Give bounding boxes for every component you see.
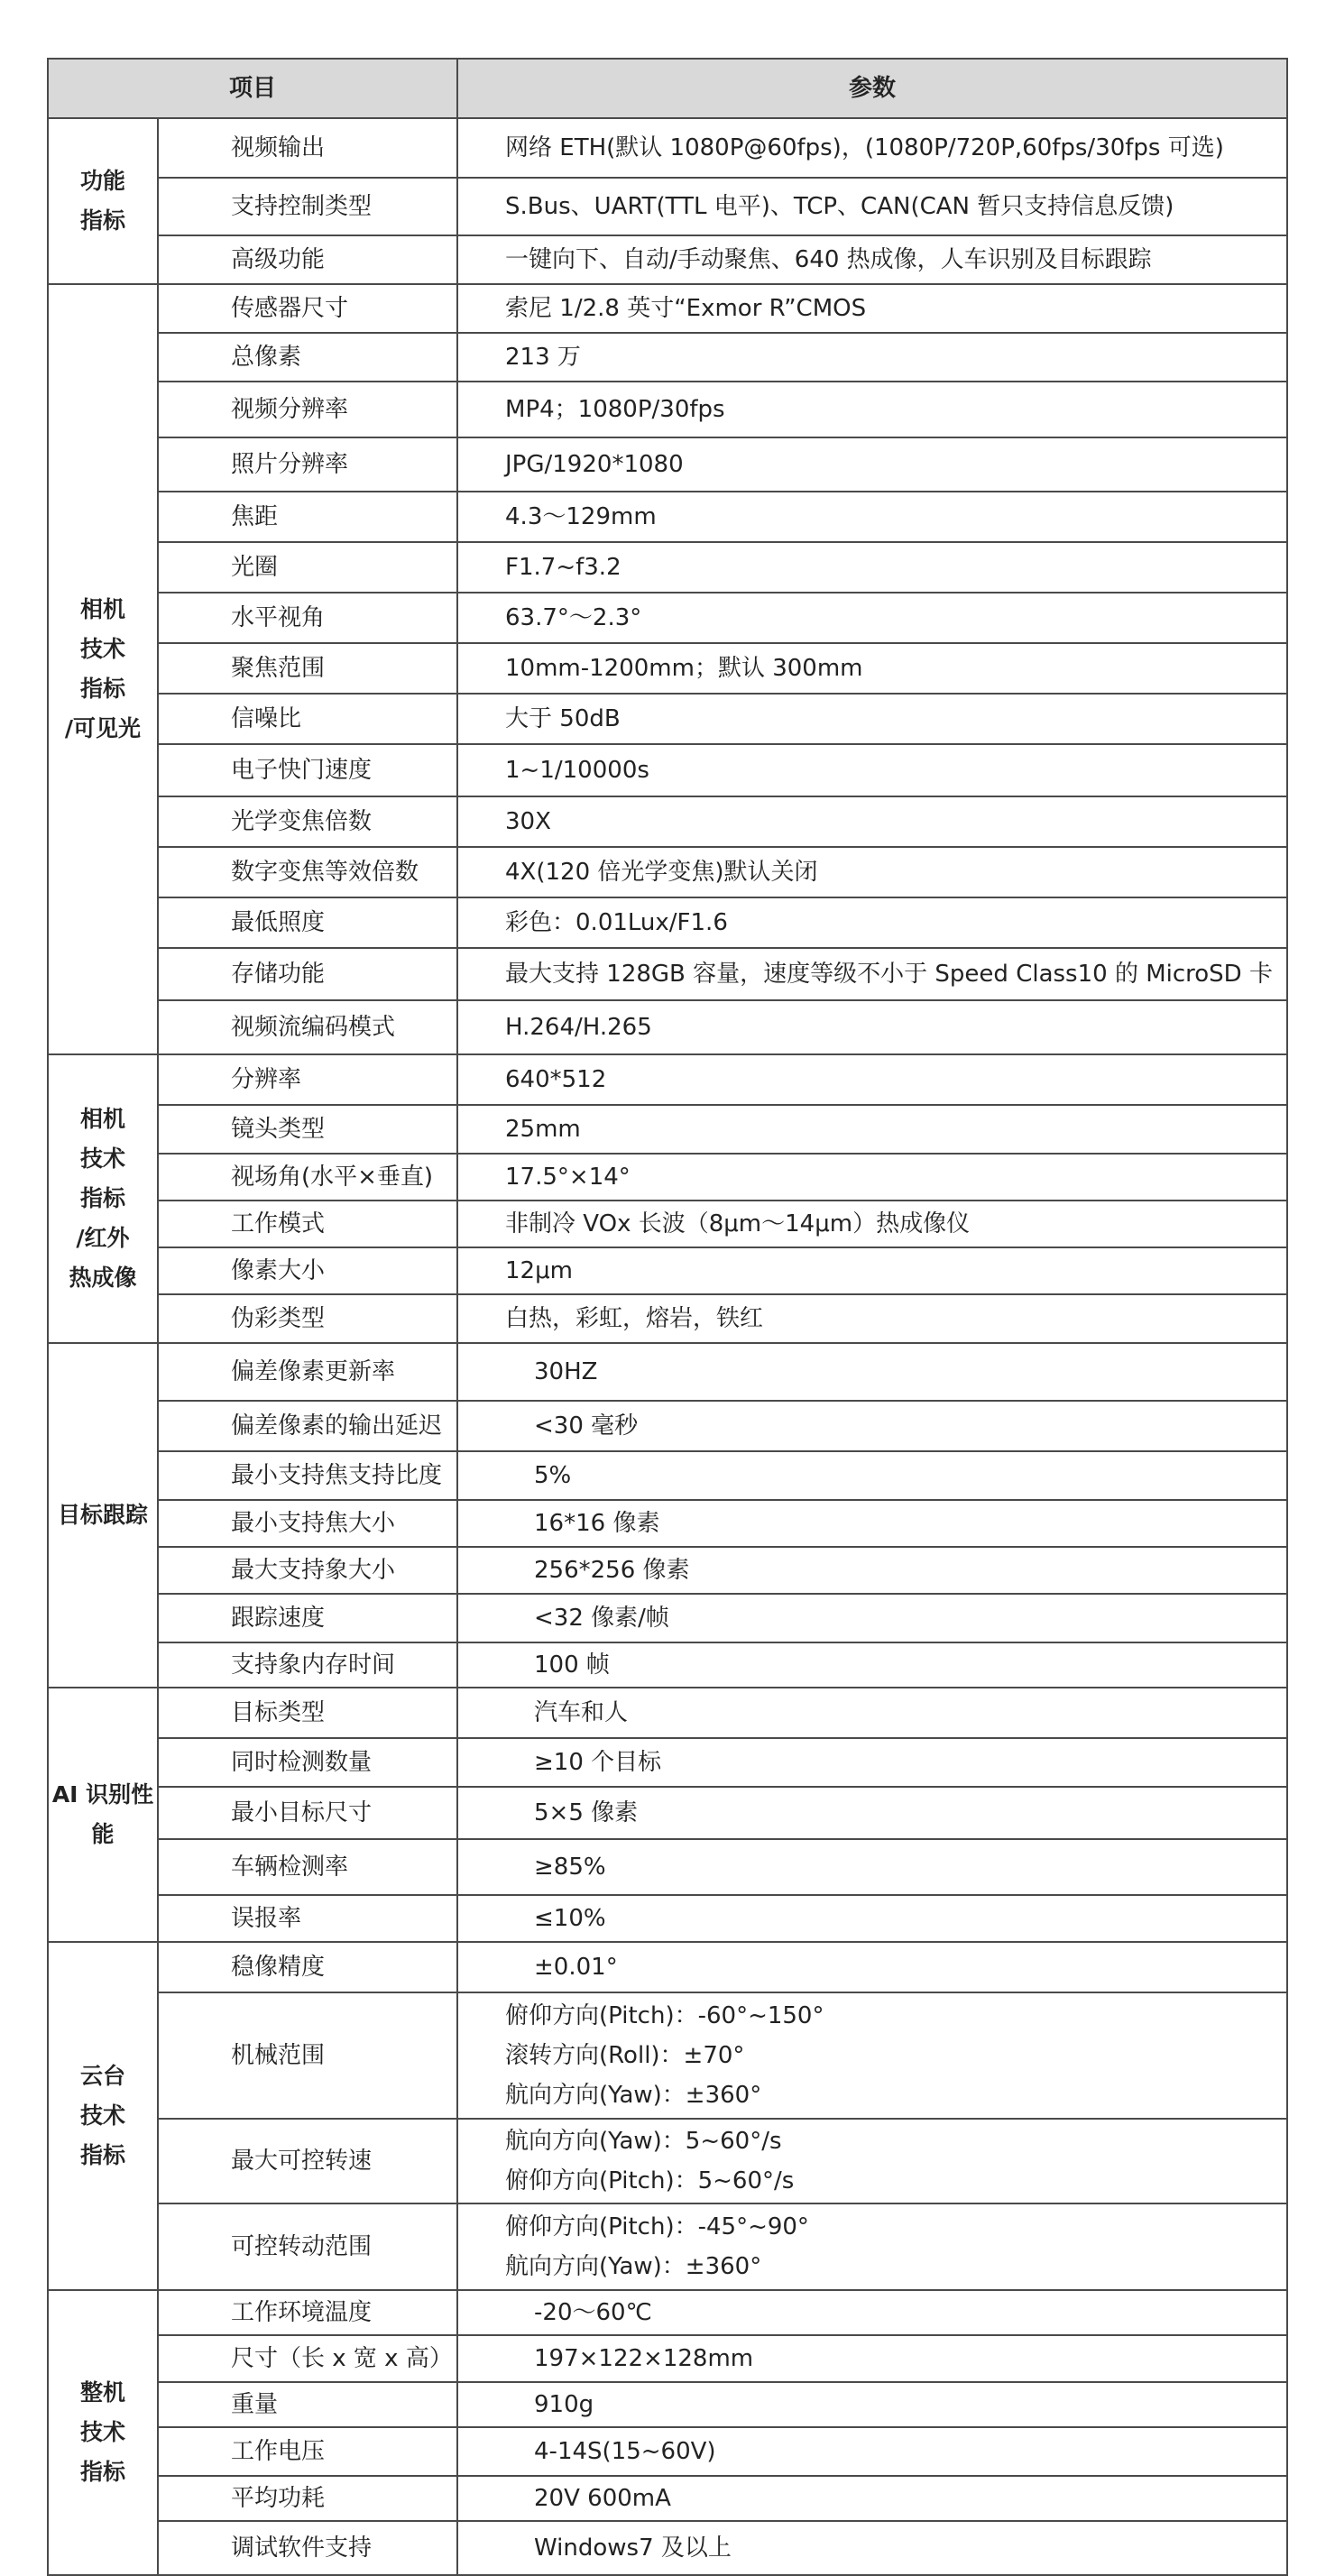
value-cell	[457, 1594, 1287, 1642]
value-cell	[457, 1547, 1287, 1594]
value-line: 俯仰方向(Pitch)：5~60°/s	[505, 2167, 795, 2194]
header-param: 参数	[457, 59, 1287, 118]
category-cell	[48, 284, 158, 1054]
table-row	[48, 492, 1287, 542]
table-row	[48, 1787, 1287, 1839]
item-cell: 平均功耗	[158, 2476, 457, 2521]
value-cell	[457, 1500, 1287, 1547]
value-cell	[457, 643, 1287, 694]
table-row	[48, 1451, 1287, 1500]
value-cell	[457, 542, 1287, 593]
value-cell	[457, 2476, 1287, 2521]
item-cell: 支持控制类型	[158, 178, 457, 235]
category-cell	[48, 1688, 158, 1942]
category-line: /可见光	[64, 715, 142, 741]
category-line: 技术	[79, 2102, 125, 2129]
table-row	[48, 744, 1287, 796]
value-line: JPG/1920*1080	[505, 451, 684, 478]
item-cell: 存储功能	[158, 948, 457, 1000]
item-cell: 稳像精度	[158, 1942, 457, 1992]
value-line: ±0.01°	[534, 1954, 618, 1981]
value-line: <32 像素/帧	[534, 1605, 669, 1632]
table-row	[48, 1688, 1287, 1738]
value-line: H.264/H.265	[505, 1014, 652, 1041]
item-cell: 照片分辨率	[158, 437, 457, 492]
value-line: Windows7 及以上	[534, 2535, 732, 2562]
value-cell	[457, 235, 1287, 284]
value-cell	[457, 847, 1287, 897]
table-row	[48, 796, 1287, 847]
value-line: <30 毫秒	[534, 1412, 639, 1440]
category-line: 技术	[79, 1145, 125, 1172]
category-line: 云台	[79, 2063, 125, 2089]
table-row	[48, 1738, 1287, 1787]
item-cell: 偏差像素的输出延迟	[158, 1401, 457, 1451]
table-row	[48, 2521, 1287, 2575]
value-cell	[457, 2290, 1287, 2335]
spec-body	[48, 118, 1287, 2575]
value-line: MP4；1080P/30fps	[505, 396, 725, 423]
item-cell: 最低照度	[158, 897, 457, 948]
table-row	[48, 897, 1287, 948]
value-line: S.Bus、UART(TTL 电平)、TCP、CAN(CAN 暂只支持信息反馈)	[505, 193, 1174, 220]
value-line: 30HZ	[534, 1358, 598, 1385]
value-cell	[457, 178, 1287, 235]
item-cell: 信噪比	[158, 694, 457, 744]
item-cell: 目标类型	[158, 1688, 457, 1738]
value-line: F1.7~f3.2	[505, 554, 621, 581]
table-row	[48, 382, 1287, 437]
category-line: 指标	[79, 207, 125, 234]
table-row	[48, 1992, 1287, 2119]
value-line: 197×122×128mm	[534, 2345, 754, 2372]
table-row	[48, 1839, 1287, 1895]
value-line: 100 帧	[534, 1651, 610, 1679]
category-line: 相机	[79, 596, 125, 622]
category-line: 热成像	[69, 1265, 137, 1291]
table-row	[48, 118, 1287, 178]
category-line: 技术	[79, 636, 125, 662]
value-cell	[457, 333, 1287, 382]
item-cell: 光圈	[158, 542, 457, 593]
table-row	[48, 2203, 1287, 2290]
table-row	[48, 1942, 1287, 1992]
value-line: 网络 ETH(默认 1080P@60fps)，(1080P/720P,60fps/30fps 可选)	[505, 134, 1224, 161]
item-cell: 分辨率	[158, 1054, 457, 1105]
value-cell	[457, 1000, 1287, 1054]
item-cell: 最小支持焦支持比度	[158, 1451, 457, 1500]
item-cell: 调试软件支持	[158, 2521, 457, 2575]
item-cell: 工作电压	[158, 2427, 457, 2476]
table-row	[48, 542, 1287, 593]
table-row	[48, 2382, 1287, 2427]
table-row	[48, 1000, 1287, 1054]
category-line: 技术	[79, 2419, 125, 2445]
value-line: 俯仰方向(Pitch)：-60°~150°	[505, 2002, 824, 2029]
table-row	[48, 1642, 1287, 1688]
table-row	[48, 2290, 1287, 2335]
value-cell	[457, 284, 1287, 333]
category-line: 整机	[79, 2379, 125, 2406]
value-line: 910g	[534, 2391, 594, 2418]
item-cell: 焦距	[158, 492, 457, 542]
value-cell	[457, 382, 1287, 437]
value-cell	[457, 948, 1287, 1000]
header-row	[48, 59, 1287, 118]
value-cell	[457, 1201, 1287, 1247]
spec-table	[47, 58, 1288, 2576]
item-cell: 总像素	[158, 333, 457, 382]
value-line: 20V 600mA	[534, 2485, 671, 2512]
table-row	[48, 1500, 1287, 1547]
value-cell	[457, 1642, 1287, 1688]
value-cell	[457, 1839, 1287, 1895]
table-row	[48, 2335, 1287, 2382]
category-line: AI 识别性	[51, 1781, 154, 1808]
value-cell	[457, 2119, 1287, 2203]
category-line: 指标	[79, 2459, 125, 2485]
category-line: 指标	[79, 676, 125, 702]
value-cell	[457, 796, 1287, 847]
table-row	[48, 1401, 1287, 1451]
value-line: ≤10%	[534, 1905, 606, 1932]
table-row	[48, 593, 1287, 643]
value-cell	[457, 2427, 1287, 2476]
value-line: 12μm	[505, 1257, 573, 1284]
item-cell: 镜头类型	[158, 1105, 457, 1154]
category-line: 指标	[79, 2142, 125, 2168]
value-line: 俯仰方向(Pitch)：-45°~90°	[505, 2213, 809, 2240]
item-cell: 传感器尺寸	[158, 284, 457, 333]
value-cell	[457, 2521, 1287, 2575]
table-row	[48, 1294, 1287, 1343]
value-cell	[457, 118, 1287, 178]
item-cell: 偏差像素更新率	[158, 1343, 457, 1401]
item-cell: 最小支持焦大小	[158, 1500, 457, 1547]
value-line: 非制冷 VOx 长波（8μm～14μm）热成像仪	[505, 1210, 971, 1237]
category-line: 指标	[79, 1185, 125, 1211]
value-cell	[457, 1787, 1287, 1839]
value-line: 213 万	[505, 344, 581, 371]
table-row	[48, 2119, 1287, 2203]
table-row	[48, 1247, 1287, 1294]
value-cell	[457, 744, 1287, 796]
table-row	[48, 1201, 1287, 1247]
item-cell: 工作模式	[158, 1201, 457, 1247]
item-cell: 车辆检测率	[158, 1839, 457, 1895]
table-row	[48, 178, 1287, 235]
value-line: 640*512	[505, 1066, 607, 1093]
value-cell	[457, 1105, 1287, 1154]
value-cell	[457, 2382, 1287, 2427]
table-row	[48, 437, 1287, 492]
item-cell: 电子快门速度	[158, 744, 457, 796]
table-row	[48, 1154, 1287, 1201]
value-line: ≥85%	[534, 1854, 606, 1881]
category-cell	[48, 1942, 158, 2290]
value-line: 4.3～129mm	[505, 503, 657, 530]
value-line: 4-14S(15~60V)	[534, 2438, 716, 2465]
category-line: 目标跟踪	[57, 1502, 148, 1528]
value-cell	[457, 1294, 1287, 1343]
value-line: 航向方向(Yaw)：5~60°/s	[505, 2128, 782, 2155]
value-cell	[457, 1738, 1287, 1787]
item-cell: 视场角(水平×垂直)	[158, 1154, 457, 1201]
item-cell: 视频分辨率	[158, 382, 457, 437]
table-row	[48, 235, 1287, 284]
value-cell	[457, 694, 1287, 744]
value-line: 25mm	[505, 1116, 581, 1143]
value-line: -20～60℃	[534, 2299, 652, 2326]
value-line: 63.7°～2.3°	[505, 604, 642, 631]
value-cell	[457, 1451, 1287, 1500]
value-line: 30X	[505, 808, 551, 835]
table-row	[48, 1105, 1287, 1154]
value-line: ≥10 个目标	[534, 1749, 662, 1776]
table-row	[48, 333, 1287, 382]
value-cell	[457, 1401, 1287, 1451]
header-item: 项目	[48, 59, 457, 118]
value-line: 最大支持 128GB 容量，速度等级不小于 Speed Class10 的 MicroSD 卡	[505, 961, 1273, 988]
item-cell: 机械范围	[158, 1992, 457, 2119]
category-cell	[48, 1343, 158, 1688]
value-cell	[457, 1247, 1287, 1294]
table-row	[48, 643, 1287, 694]
item-cell: 工作环境温度	[158, 2290, 457, 2335]
item-cell: 重量	[158, 2382, 457, 2427]
value-line: 滚转方向(Roll)：±70°	[505, 2042, 745, 2069]
value-line: 彩色：0.01Lux/F1.6	[505, 909, 728, 936]
table-row	[48, 847, 1287, 897]
value-line: 17.5°×14°	[505, 1164, 631, 1191]
value-cell	[457, 1895, 1287, 1942]
item-cell: 视频流编码模式	[158, 1000, 457, 1054]
value-line: 大于 50dB	[505, 705, 621, 732]
value-line: 1~1/10000s	[505, 757, 649, 784]
value-cell	[457, 1054, 1287, 1105]
item-cell: 跟踪速度	[158, 1594, 457, 1642]
table-row	[48, 694, 1287, 744]
item-cell: 高级功能	[158, 235, 457, 284]
value-line: 白热，彩虹，熔岩，铁红	[505, 1305, 764, 1332]
item-cell: 尺寸（长 x 宽 x 高）	[158, 2335, 457, 2382]
value-cell	[457, 897, 1287, 948]
value-cell	[457, 1154, 1287, 1201]
value-line: 汽车和人	[534, 1699, 629, 1726]
table-row	[48, 1547, 1287, 1594]
item-cell: 最大支持象大小	[158, 1547, 457, 1594]
value-line: 5×5 像素	[534, 1799, 639, 1826]
value-cell	[457, 492, 1287, 542]
value-cell	[457, 2203, 1287, 2290]
value-cell	[457, 2335, 1287, 2382]
item-cell: 聚焦范围	[158, 643, 457, 694]
value-line: 10mm-1200mm；默认 300mm	[505, 655, 863, 682]
item-cell: 最小目标尺寸	[158, 1787, 457, 1839]
category-line: 能	[91, 1821, 115, 1847]
item-cell: 伪彩类型	[158, 1294, 457, 1343]
table-row	[48, 284, 1287, 333]
table-row	[48, 1895, 1287, 1942]
table-row	[48, 1054, 1287, 1105]
item-cell: 水平视角	[158, 593, 457, 643]
value-cell	[457, 1688, 1287, 1738]
item-cell: 视频输出	[158, 118, 457, 178]
value-cell	[457, 1343, 1287, 1401]
item-cell: 支持象内存时间	[158, 1642, 457, 1688]
table-row	[48, 2427, 1287, 2476]
category-line: 功能	[79, 168, 125, 194]
table-row	[48, 2476, 1287, 2521]
value-cell	[457, 1942, 1287, 1992]
table-row	[48, 1343, 1287, 1401]
value-line: 256*256 像素	[534, 1557, 690, 1584]
value-cell	[457, 593, 1287, 643]
category-cell	[48, 118, 158, 284]
item-cell: 最大可控转速	[158, 2119, 457, 2203]
value-line: 5%	[534, 1462, 572, 1489]
value-line: 航向方向(Yaw)：±360°	[505, 2082, 762, 2109]
value-line: 索尼 1/2.8 英寸“Exmor R”CMOS	[505, 295, 867, 322]
item-cell: 光学变焦倍数	[158, 796, 457, 847]
value-line: 4X(120 倍光学变焦)默认关闭	[505, 859, 818, 886]
table-row	[48, 1594, 1287, 1642]
value-cell	[457, 1992, 1287, 2119]
category-line: 相机	[79, 1106, 125, 1132]
item-cell: 同时检测数量	[158, 1738, 457, 1787]
category-cell	[48, 2290, 158, 2575]
value-line: 16*16 像素	[534, 1510, 660, 1537]
item-cell: 数字变焦等效倍数	[158, 847, 457, 897]
item-cell: 误报率	[158, 1895, 457, 1942]
category-cell	[48, 1054, 158, 1343]
item-cell: 可控转动范围	[158, 2203, 457, 2290]
value-cell	[457, 437, 1287, 492]
item-cell: 像素大小	[158, 1247, 457, 1294]
category-line: /红外	[76, 1225, 130, 1251]
table-row	[48, 948, 1287, 1000]
value-line: 航向方向(Yaw)：±360°	[505, 2253, 762, 2280]
value-line: 一键向下、自动/手动聚焦、640 热成像，人车识别及目标跟踪	[505, 246, 1152, 273]
